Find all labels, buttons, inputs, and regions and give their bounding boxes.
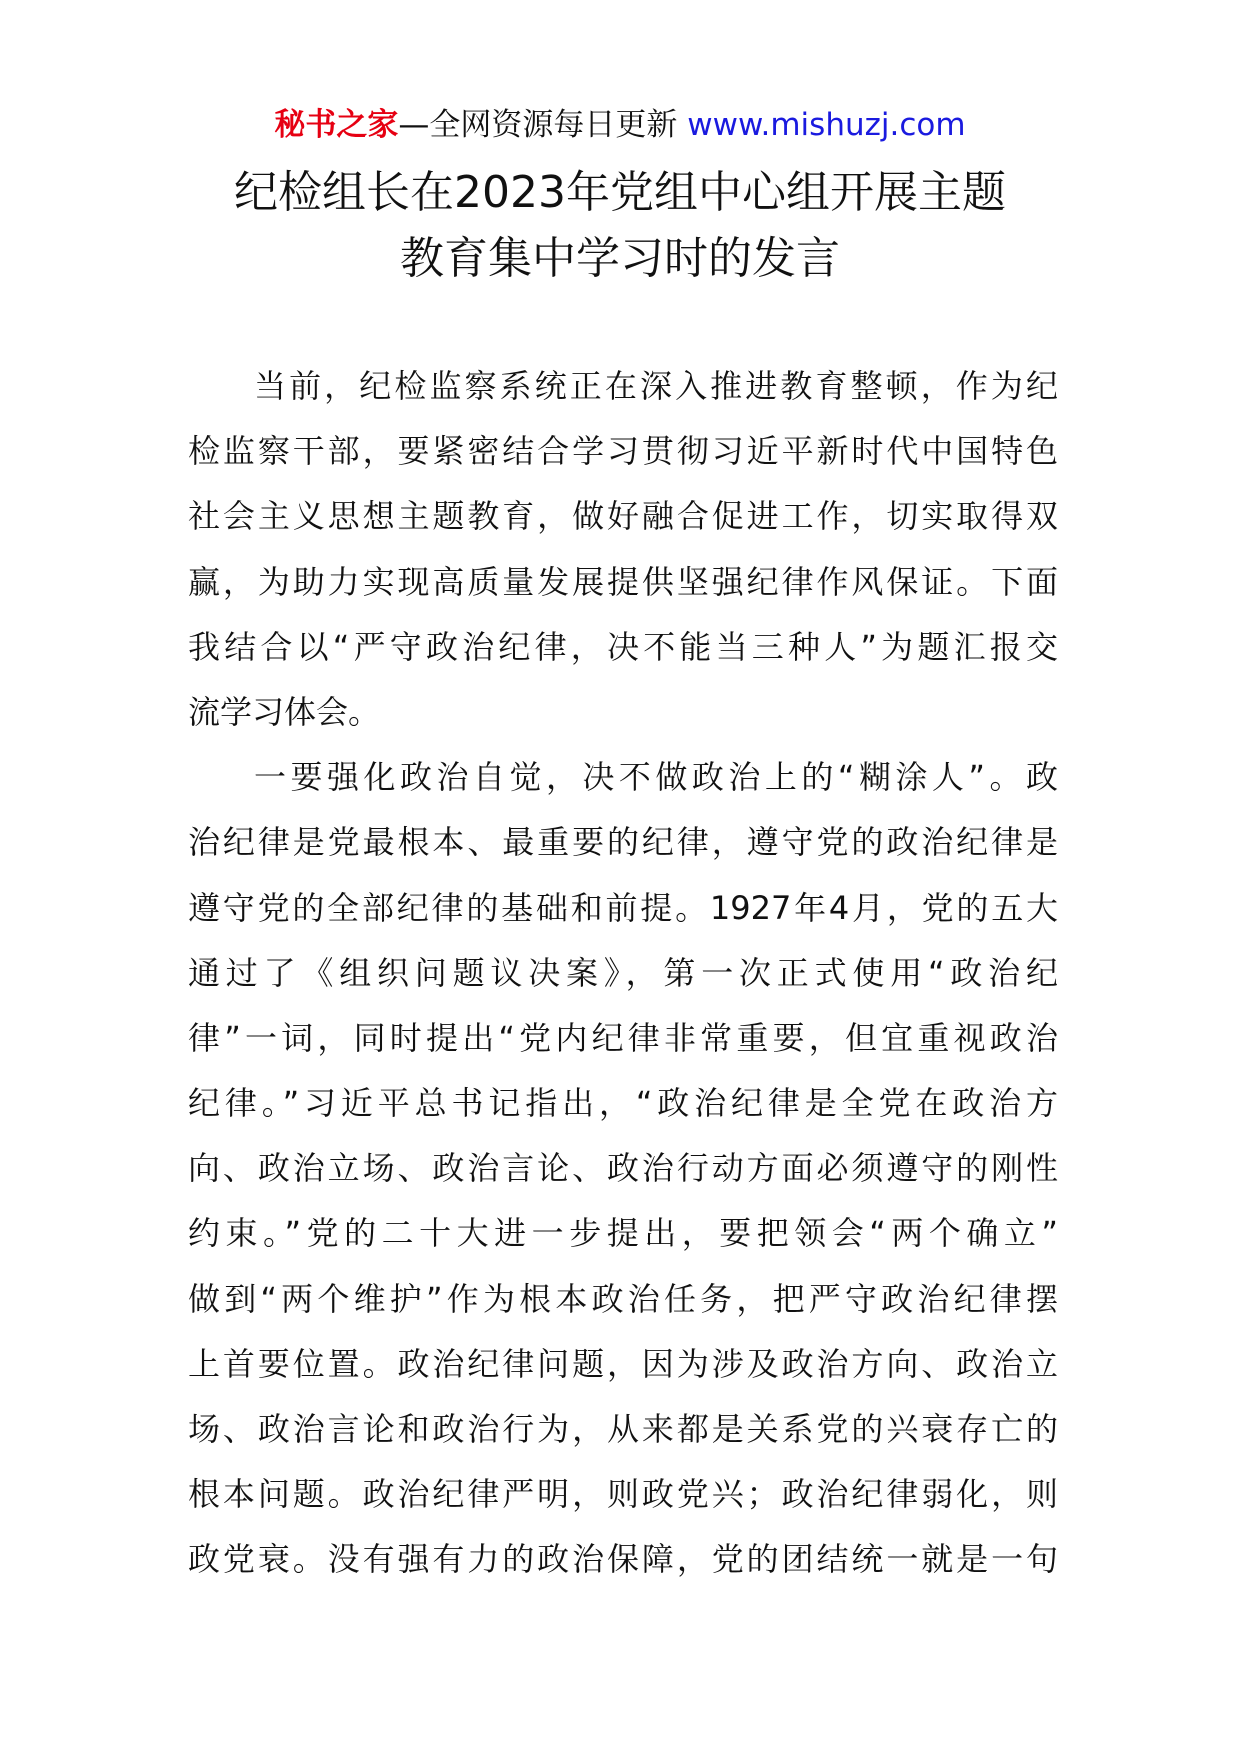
text-line: 通过了《组织问题议决案》，第一次正式使用“政治纪	[188, 953, 1058, 992]
text-line: 向、政治立场、政治言论、政治行动方面必须遵守的刚性	[188, 1149, 1058, 1188]
text-line: 一要强化政治自觉，决不做政治上的“糊涂人”。政	[254, 758, 1058, 797]
title-line-1: 纪检组长在2023年党组中心组开展主题	[234, 167, 1006, 218]
site-header	[0, 103, 1240, 147]
document-body	[188, 354, 1058, 1593]
text-line: 律”一词，同时提出“党内纪律非常重要，但宜重视政治	[188, 1018, 1058, 1057]
text-line: 根本问题。政治纪律严明，则政党兴；政治纪律弱化，则	[188, 1475, 1058, 1514]
title-line-2: 教育集中学习时的发言	[400, 233, 840, 284]
text-line: 社会主义思想主题教育，做好融合促进工作，切实取得双	[188, 497, 1058, 536]
paragraph-point-one	[188, 745, 1058, 1592]
text-line: 上首要位置。政治纪律问题，因为涉及政治方向、政治立	[188, 1344, 1058, 1383]
text-line: 检监察干部，要紧密结合学习贯彻习近平新时代中国特色	[188, 432, 1058, 471]
text-line: 约束。”党的二十大进一步提出，要把领会“两个确立”	[188, 1214, 1058, 1253]
paragraph-intro	[188, 354, 1058, 745]
text-line: 做到“两个维护”作为根本政治任务，把严守政治纪律摆	[188, 1279, 1058, 1318]
header-tagline: —全网资源每日更新	[398, 107, 688, 143]
site-url-link[interactable]: www.mishuzj.com	[687, 107, 966, 143]
text-line: 场、政治言论和政治行为，从来都是关系党的兴衰存亡的	[188, 1410, 1058, 1448]
text-line: 政党衰。没有强有力的政治保障，党的团结统一就是一句	[188, 1540, 1058, 1579]
text-line: 流学习体会。	[188, 692, 381, 731]
brand-name: 秘书之家	[274, 107, 399, 143]
text-line: 遵守党的全部纪律的基础和前提。1927年4月，党的五大	[188, 888, 1058, 927]
text-line: 当前，纪检监察系统正在深入推进教育整顿，作为纪	[254, 367, 1058, 405]
text-line: 赢，为助力实现高质量发展提供坚强纪律作风保证。下面	[188, 562, 1058, 601]
text-line: 纪律。”习近平总书记指出，“政治纪律是全党在政治方	[188, 1084, 1058, 1123]
text-line: 治纪律是党最根本、最重要的纪律，遵守党的政治纪律是	[188, 823, 1058, 862]
text-line: 我结合以“严守政治纪律，决不能当三种人”为题汇报交	[188, 627, 1058, 666]
document-title	[0, 160, 1240, 292]
